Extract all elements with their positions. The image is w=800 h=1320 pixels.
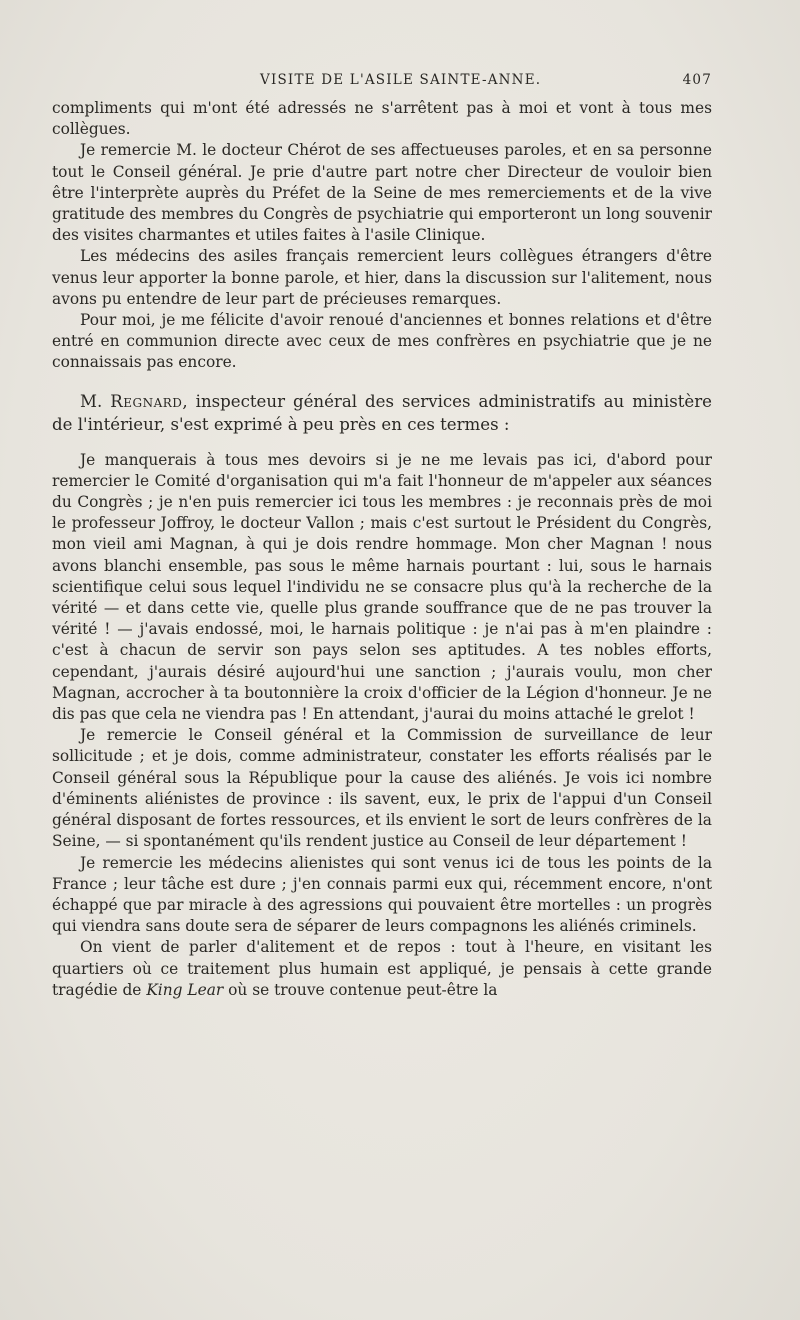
work-title: King Lear xyxy=(146,980,224,999)
page-number: 407 xyxy=(682,72,712,88)
speech-paragraph: Je remercie les médecins alienistes qui sont venus ici de tous les points de la France ; leur tâche est dure ; j'en connais parmi eux qui, récemment encore, n'ont échappé que par miracle à des agressions qui pouvaient être mortelles : un progrès qui viendra sans doute sera de séparer de leurs compagnons les aliénés criminels. xyxy=(52,853,712,936)
paragraph: Pour moi, je me félicite d'avoir renoué d'anciennes et bonnes relations et d'être entré en communion directe avec ceux de mes confrères en psychiatrie que je ne connaissais pas encore. xyxy=(52,311,712,372)
paragraph: Je remercie M. le docteur Chérot de ses affectueuses paroles, et en sa personne tout le Conseil général. Je prie d'autre part notre cher Directeur de vouloir bien être l'interprète auprès du Préfet de la Seine de mes remerciements et de la vive gratitude des membres du Congrès de psychiatrie qui emporteront un long souvenir des visites charmantes et utiles faites à l'asile Clinique. xyxy=(52,141,713,245)
speech-paragraph xyxy=(52,937,712,1001)
body-text xyxy=(52,98,712,1001)
running-head: VISITE DE L'ASILE SAINTE-ANNE. xyxy=(260,72,542,88)
intro-prefix: M. xyxy=(80,391,111,411)
page-header xyxy=(52,72,712,92)
speaker-introduction xyxy=(52,390,712,436)
intro-rest: , inspecteur général des services administratifs au ministère de l'intérieur, s'est exprimé à peu près en ces termes : xyxy=(52,391,712,434)
speech-paragraph: Je manquerais à tous mes devoirs si je ne me levais pas ici, d'abord pour remercier le Comité d'organisation qui m'a fait l'honneur de m'appeler aux séances du Congrès ; je n'en puis remercier ici tous les membres : je reconnais près de moi le professeur Joffroy, le docteur Vallon ; mais c'est surtout le Président du Congrès, mon vieil ami Magnan, à qui je dois rendre hommage. Mon cher Magnan ! nous avons blanchi ensemble, pas sous le même harnais pourtant : lui, sous le harnais scientifique celui sous lequel l'individu ne se consacre plus qu'à la recherche de la vérité — et dans cette vie, quelle plus grande souffrance que de ne pas trouver la vérité ! — j'avais endossé, moi, le harnais politique : je n'ai pas à m'en plaindre : c'est à chacun de servir son pays selon ses aptitudes. A tes nobles efforts, cependant, j'aurais désiré aujourd'hui une sanction ; j'aurais voulu, mon cher Magnan, accrocher à ta boutonnière la croix d'officier de la Légion d'honneur. Je ne dis pas que cela ne viendra pas ! En attendant, j'aurai du moins attaché le grelot ! xyxy=(52,450,712,724)
speaker-name: Regnard xyxy=(110,391,183,411)
paragraph: compliments qui m'ont été adressés ne s'arrêtent pas à moi et vont à tous mes collègues. xyxy=(52,99,712,139)
speech-text: où se trouve contenue peut-être la xyxy=(223,980,498,999)
speech-text: On vient de parler d'alitement et de repos : tout à l'heure, en visitant les quartiers où ce traitement plus humain est appliqué, je pensais à cette grande tragédie de xyxy=(52,938,712,999)
paragraph: Les médecins des asiles français remercient leurs collègues étrangers d'être venus leur apporter la bonne parole, et hier, dans la discussion sur l'alitement, nous avons pu entendre de leur part de précieuses remarques. xyxy=(52,247,712,308)
speech-paragraph: Je remercie le Conseil général et la Commission de surveillance de leur sollicitude ; et je dois, comme administrateur, constater les efforts réalisés par le Conseil général sous la République pour la cause des aliénés. Je vois ici nombre d'éminents aliénistes de province : ils savent, eux, le prix de l'appui d'un Conseil général disposant de fortes ressources, et ils envient le sort de leurs confrères de la Seine, — si spontanément qu'ils rendent justice au Conseil de leur département ! xyxy=(52,726,712,851)
